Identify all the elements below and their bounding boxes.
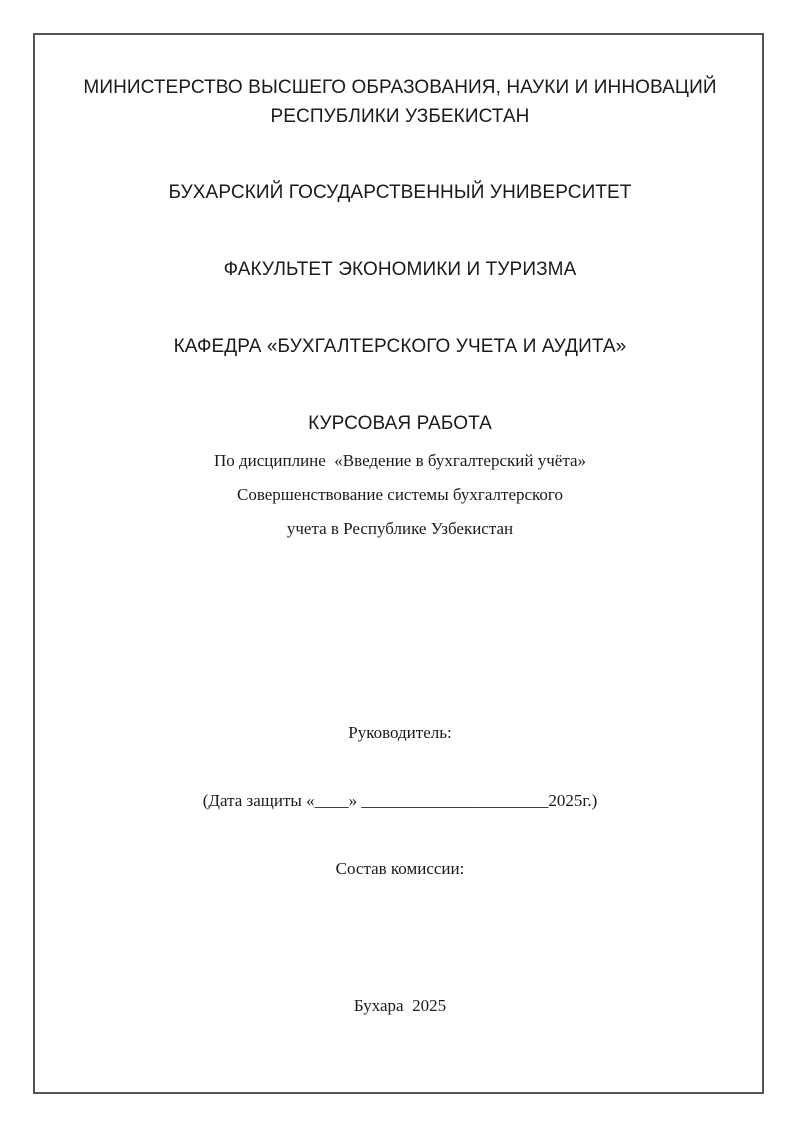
ministry-title-line1: МИНИСТЕРСТВО ВЫСШЕГО ОБРАЗОВАНИЯ, НАУКИ И ИННОВАЦИЙ: [83, 77, 717, 98]
city-year: Бухара 2025: [353, 996, 447, 1015]
topic-line1: Совершенствование системы бухгалтерского: [237, 485, 563, 504]
discipline-line: По дисциплине «Введение в бухгалтерский учёта»: [213, 451, 587, 470]
commission-label: Состав комиссии:: [335, 859, 465, 878]
work-type-title: КУРСОВАЯ РАБОТА: [308, 413, 492, 434]
department-title: КАФЕДРА «БУХГАЛТЕРСКОГО УЧЕТА И АУДИТА»: [173, 336, 627, 357]
faculty-title: ФАКУЛЬТЕТ ЭКОНОМИКИ И ТУРИЗМА: [223, 259, 577, 280]
ministry-title-line2: РЕСПУБЛИКИ УЗБЕКИСТАН: [270, 106, 530, 127]
defense-date-line: (Дата защиты «____» ______________________2025г.): [202, 791, 598, 810]
university-title: БУХАРСКИЙ ГОСУДАРСТВЕННЫЙ УНИВЕРСИТЕТ: [168, 182, 632, 203]
topic-line2: учета в Республике Узбекистан: [286, 519, 514, 538]
supervisor-label: Руководитель:: [348, 723, 452, 742]
